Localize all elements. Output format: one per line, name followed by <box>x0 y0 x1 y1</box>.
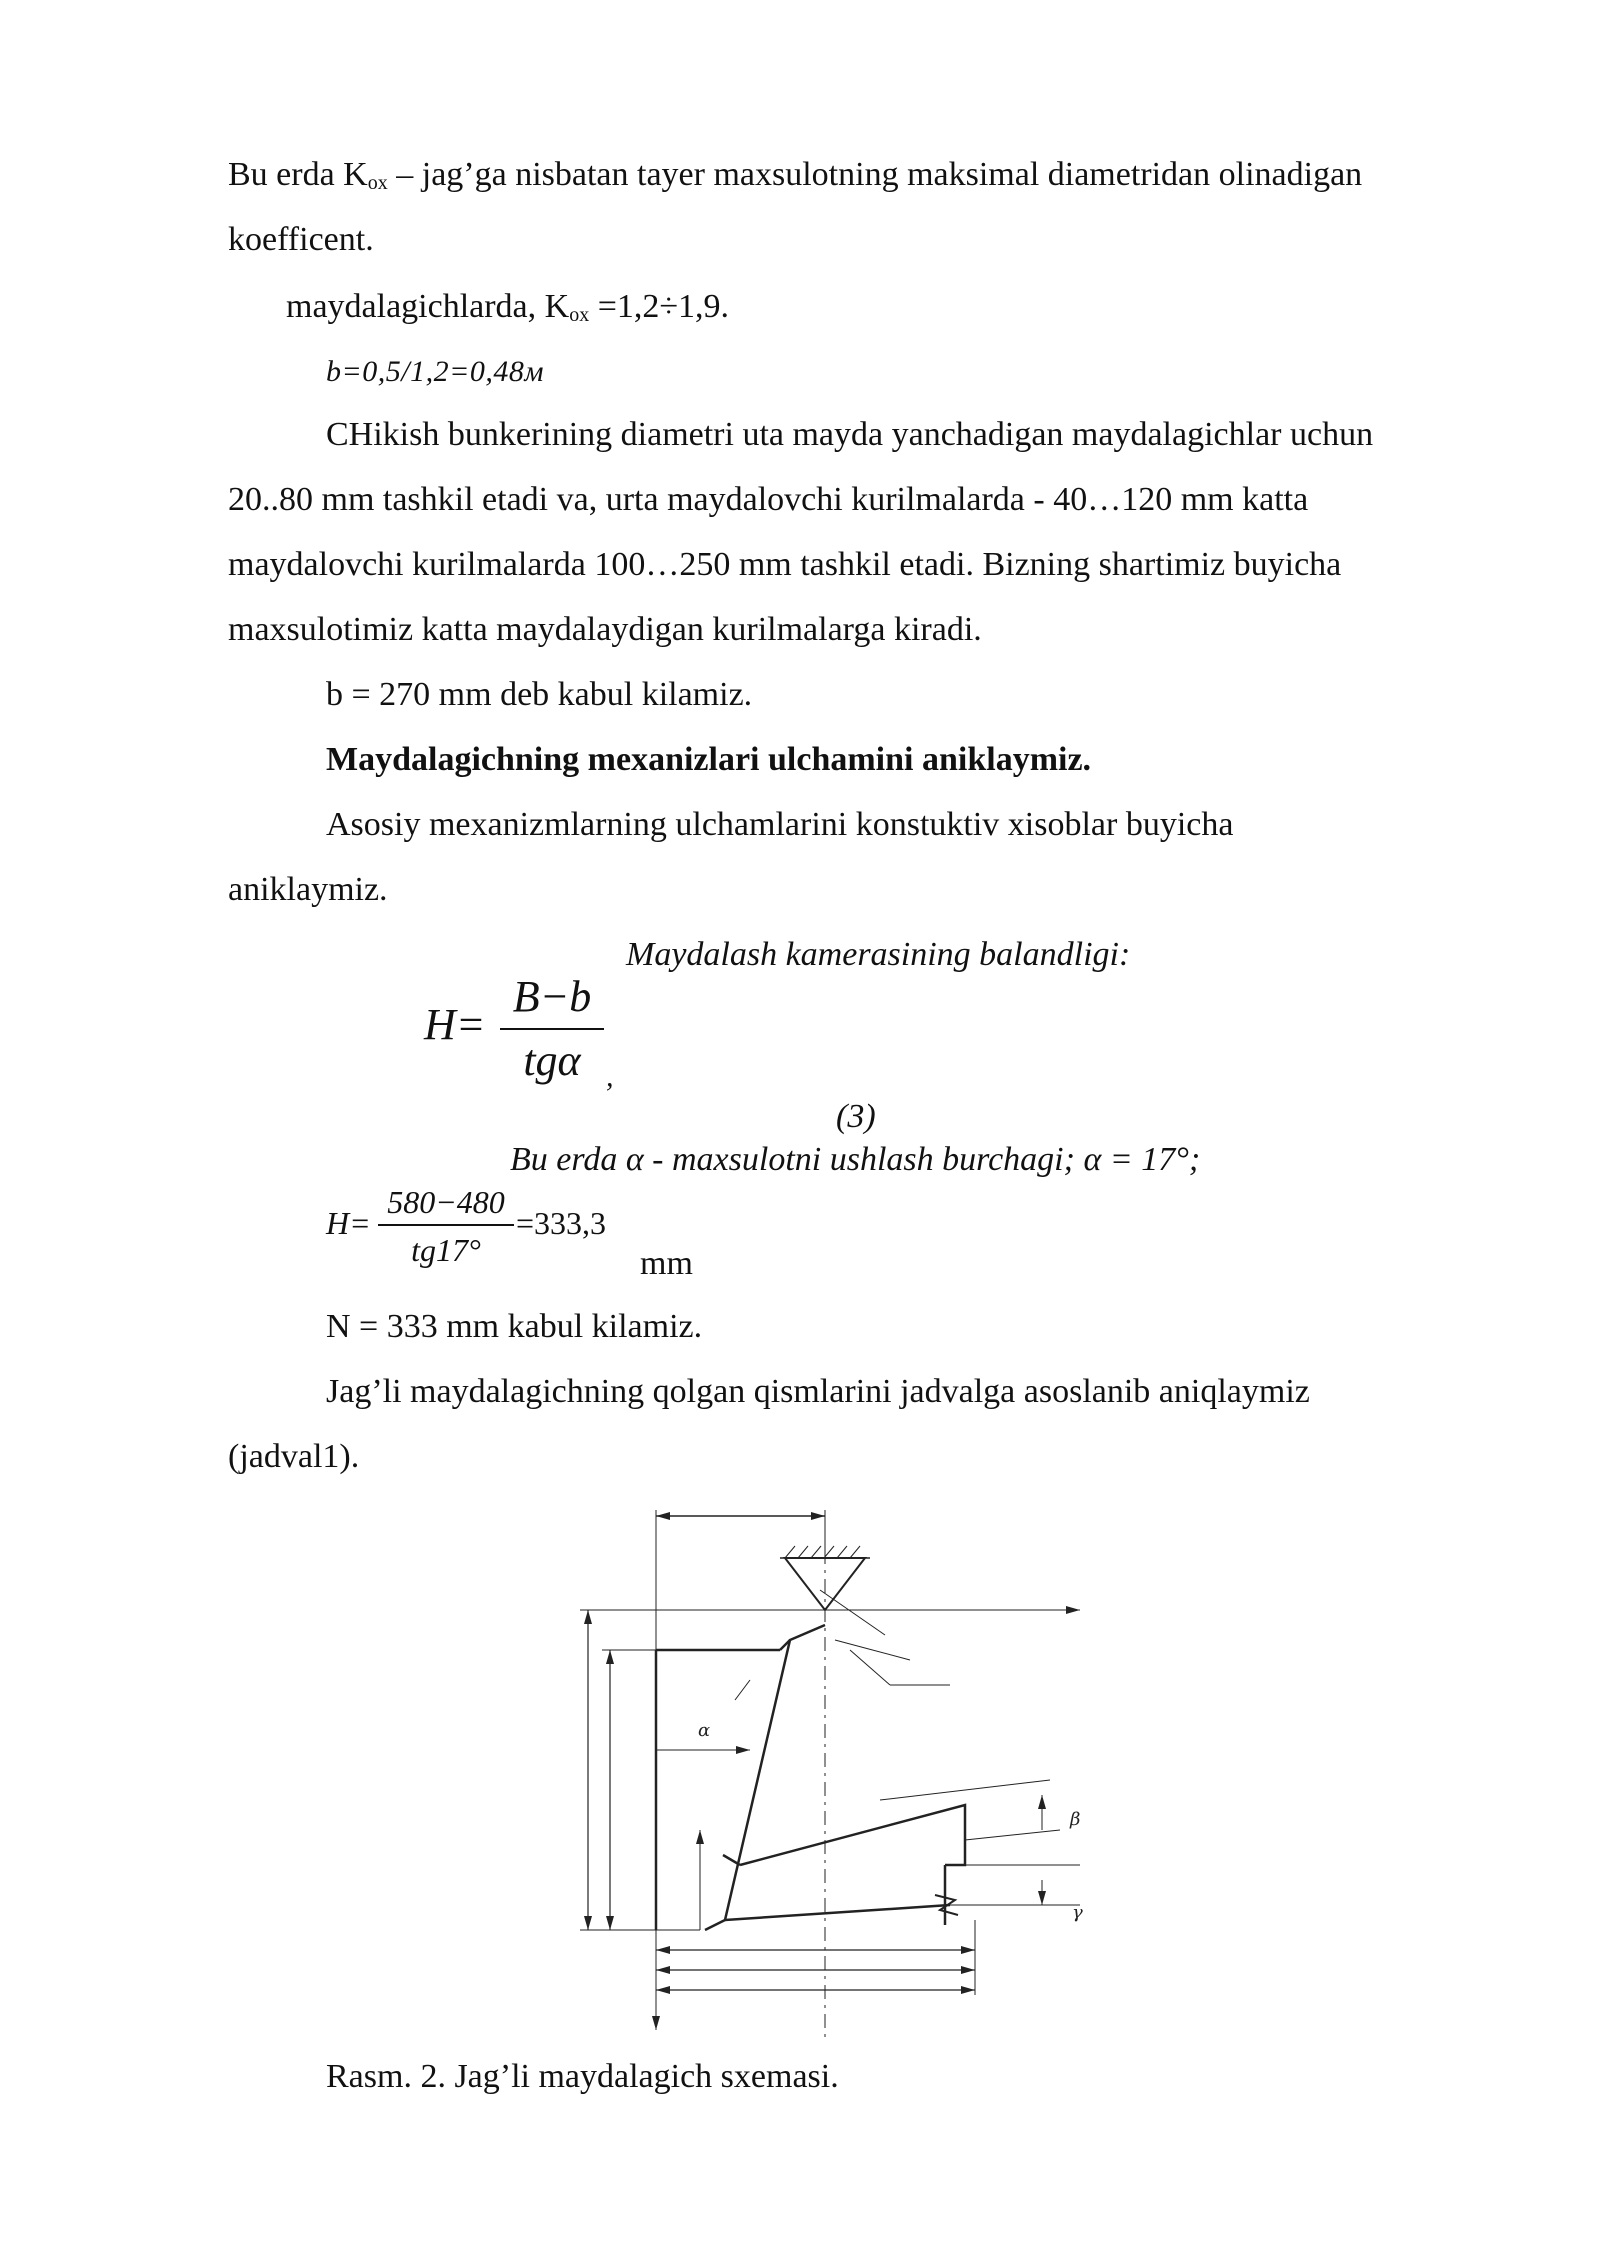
paragraph-line: b = 270 mm deb kabul kilamiz. <box>326 676 753 713</box>
paragraph-line: Jag’li maydalagichning qolgan qismlarini jadvalga asoslanib aniqlaymiz <box>326 1373 1310 1410</box>
alpha-label: α <box>698 1720 711 1741</box>
formula-b: b=0,5/1,2=0,48м <box>326 355 544 388</box>
section-heading: Maydalagichning mexanizlari ulchamini aniklaymiz. <box>326 741 1092 778</box>
text-segment: =1,2÷1,9. <box>589 288 730 325</box>
paragraph-line: 20..80 mm tashkil etadi va, urta maydalovchi kurilmalarda - 40…120 mm katta <box>228 481 1309 518</box>
subscript: ox <box>569 304 590 326</box>
formula-denominator: tgα <box>523 1036 581 1085</box>
formula-unit: mm <box>640 1245 693 1282</box>
paragraph-line: aniklaymiz. <box>228 871 388 908</box>
formula-comma: , <box>606 1060 614 1093</box>
text-segment: maydalagichlarda, K <box>286 288 570 325</box>
formula-numerator: B−b <box>512 972 592 1021</box>
gamma-label: γ <box>1072 1902 1083 1923</box>
formula-denominator: tg17° <box>411 1232 481 1268</box>
equation-number: (3) <box>836 1098 876 1135</box>
formula-result: =333,3 <box>516 1205 607 1241</box>
formula-numerator: 580−480 <box>387 1184 505 1220</box>
text-segment: – jag’ga nisbatan tayer maxsulotning maksimal diametridan olinadigan <box>387 156 1363 193</box>
paragraph-line: koefficent. <box>228 221 374 258</box>
figure-caption: Rasm. 2. Jag’li maydalagich sxemasi. <box>326 2058 839 2095</box>
paragraph-line: N = 333 mm kabul kilamiz. <box>326 1308 703 1345</box>
paragraph-line <box>286 287 729 335</box>
paragraph-line: CHikish bunkerining diametri uta mayda yanchadigan maydalagichlar uchun <box>326 416 1374 453</box>
formula-lhs: H= <box>326 1205 371 1241</box>
beta-label: β <box>1070 1809 1081 1830</box>
jaw-crusher-diagram <box>580 1500 1100 2040</box>
subscript: ox <box>367 172 388 194</box>
fraction-bar <box>500 1028 604 1030</box>
text-segment: Bu erda K <box>228 156 368 193</box>
fraction-bar <box>378 1224 514 1226</box>
paragraph-line <box>228 155 1362 203</box>
formula-lhs: H= <box>424 1000 486 1049</box>
paragraph-line: (jadval1). <box>228 1438 360 1475</box>
paragraph-line: maxsulotimiz katta maydalaydigan kurilmalarga kiradi. <box>228 611 982 648</box>
paragraph-line: maydalovchi kurilmalarda 100…250 mm tashkil etadi. Bizning shartimiz buyicha <box>228 546 1342 583</box>
paragraph-line: Asosiy mexanizmlarning ulchamlarini konstuktiv xisoblar buyicha <box>326 806 1234 843</box>
formula-subtitle: Maydalash kamerasining balandligi: <box>626 936 1131 973</box>
alpha-note: Bu erda α - maxsulotni ushlash burchagi; α = 17°; <box>510 1141 1201 1178</box>
